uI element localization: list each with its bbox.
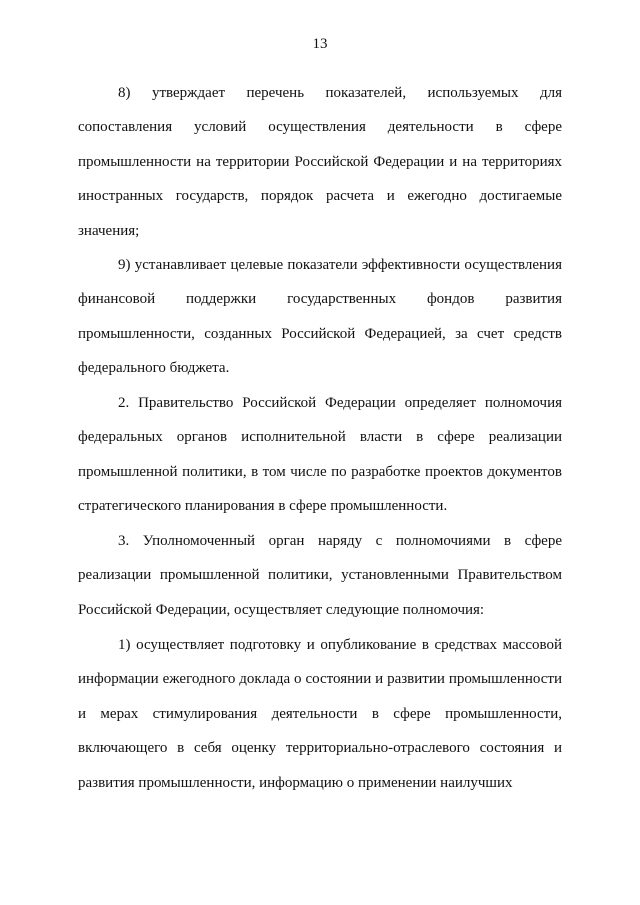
paragraph-section-2: 2. Правительство Российской Федерации определяет полномочия федеральных органов исполнительной власти в сфере реализации промышленной политики, в том числе по разработке проектов документов стратегического планирования в сфере промышленности. bbox=[78, 395, 562, 515]
paragraph-subitem-1: 1) осуществляет подготовку и опубликование в средствах массовой информации ежегодного доклада о состоянии и развитии промышленности и мерах стимулирования деятельности в сфере промышленности, включающего в себя оценку территориально-отраслевого состояния и развития промышленности, информацию о применении наилучших bbox=[78, 637, 562, 791]
page-number: 13 bbox=[312, 36, 328, 52]
paragraph-section-3: 3. Уполномоченный орган наряду с полномочиями в сфере реализации промышленной политики, установленными Правительством Российской Федерации, осуществляет следующие полномочия: bbox=[78, 533, 562, 618]
paragraph-item-8: 8) утверждает перечень показателей, используемых для сопоставления условий осуществления деятельности в сфере промышленности на территории Российской Федерации и на территориях иностранных государств, порядок расчета и ежегодно достигаемые значения; bbox=[78, 85, 562, 239]
paragraph-item-9: 9) устанавливает целевые показатели эффективности осуществления финансовой поддержки государственных фондов развития промышленности, созданных Российской Федерацией, за счет средств федерального бюджета. bbox=[78, 257, 562, 377]
